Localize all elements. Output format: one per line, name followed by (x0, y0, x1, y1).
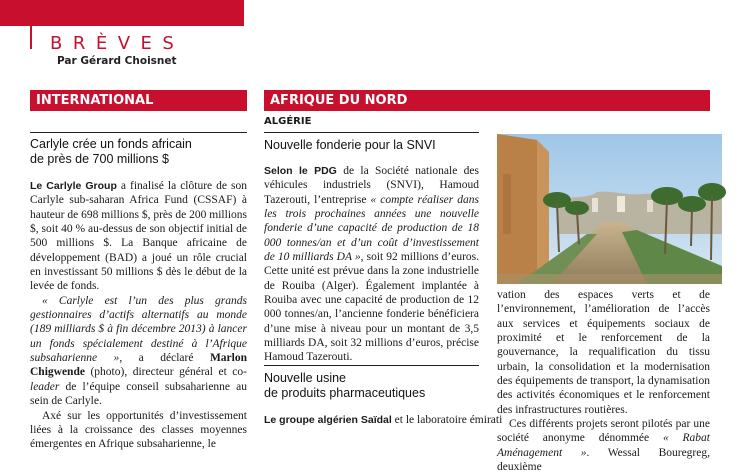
lead-carlyle-group: Le Carlyle Group (30, 180, 117, 192)
section-bar-afrique-du-nord: AFRIQUE DU NORD (264, 90, 710, 111)
header-bracket (30, 26, 44, 49)
headline-rule (264, 132, 479, 133)
headline-rule (264, 365, 479, 366)
article-snvi-body: Selon le PDG de la Société nationale des véhicules industriels (SNVI), Hamoud Tazerouti, l’entreprise « compte réaliser dans les trois prochaines années une nouvelle fonderie d’une capacité de production de 18 000 tonnes/an et d’un coût d’investissement de 10 milliards DA », soit 92 millions d’euros. Cette unité est prévue dans la zone industrielle de Rouiba (Alger). Également implantée à Rouiba avec une capacité de production de 12 000 tonnes/an, l’ancienne fonderie bénéficiera d’une mise à niveau pour un montant de 3,5 milliards DA, soit 32 millions d’euros, précise Hamoud Tazerouti. (264, 165, 480, 364)
section-bar-international: INTERNATIONAL (30, 90, 247, 111)
article-carlyle-body: Le Carlyle Group a finalisé la clôture de son Carlyle sub-saharan Africa Fund (CSSAF) à hauteur de 698 millions $, près de 200 millions $, soit 40 % au-dessus de son objectif initial de 500 millions $. La Banque africaine de développement (BAD) a joué un rôle crucial en investissant 50 millions $ dès le début de la levée de fonds. « Carlyle est l’un des plus grands gestionnaires d’actifs alternatifs au monde (189 milliards $ à fin décembre 2013) à lancer un fonds spécialement destiné à l’Afrique subsaharienne », a déclaré Marlon Chigwende (photo), directeur général et co-leader de l’équipe conseil subsaharienne au sein de Carlyle. Axé sur les opportunités d’investissement liées à la croissance des classes moyennes émergentes en Afrique subsaharienne, le (30, 180, 247, 451)
headline-saidal: Nouvelle usine de produits pharmaceutiques (264, 371, 426, 400)
headline-carlyle: Carlyle crée un fonds africain de près de 700 millions $ (30, 137, 192, 166)
lead-selon-le-pdg: Selon le PDG (264, 165, 337, 177)
article-saidal-body: Le groupe algérien Saïdal et le laboratoire émirati (264, 414, 503, 426)
headline-rule (30, 132, 247, 133)
header-red-block (0, 0, 244, 26)
section-title: BRÈVES (50, 33, 185, 54)
country-label: ALGÉRIE (264, 116, 312, 127)
person-name: Marlon Chigwende (30, 352, 247, 379)
article-rabat-body: vation des espaces verts et de l’environnement, l’amélioration de l’accès aux services et équipements sociaux de proximité et le renforcement de la gouvernance, la requalification du tissu urbain, la consolidation et la modernisation des équipements de transport, la dynamisation des activités économiques et le renforcement des infrastructures routières. Ces différents projets seront pilotés par une société anonyme dénommée « Rabat Aménagement ». Wessal Bouregreg, deuxième (497, 289, 710, 474)
headline-snvi: Nouvelle fonderie pour la SNVI (264, 138, 436, 152)
rabat-street-photo (497, 134, 722, 284)
byline: Par Gérard Choisnet (57, 55, 177, 67)
